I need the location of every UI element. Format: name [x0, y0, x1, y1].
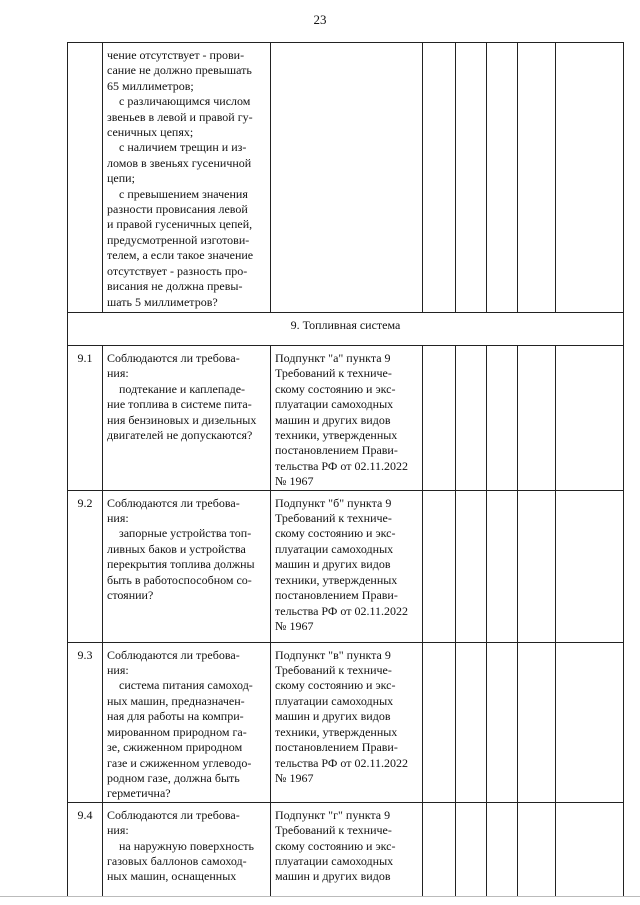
note-cell: [556, 43, 624, 313]
text-line: зе, сжиженном природном: [107, 740, 243, 755]
text-line: Соблюдаются ли требова-: [107, 495, 240, 510]
text-line: с превышением значения: [119, 186, 248, 201]
requirement-cell: [103, 802, 271, 896]
not-applicable-cell: [487, 490, 518, 642]
yes-cell: [423, 642, 456, 802]
text-line: Требований к техниче-: [275, 823, 392, 838]
item-number: 9.2: [68, 490, 103, 642]
reference-cell: [271, 346, 423, 491]
page-bottom-edge: [0, 896, 640, 897]
text-line: тельства РФ от 02.11.2022: [275, 603, 409, 618]
checklist-table: [67, 42, 624, 897]
text-line: Соблюдаются ли требова-: [107, 807, 240, 822]
text-line: Соблюдаются ли требова-: [107, 351, 240, 365]
text-line: скому состоянию и экс-: [275, 526, 396, 541]
text-line: сеничных цепях;: [107, 125, 194, 140]
text-line: двигателей не допускаются?: [107, 428, 253, 443]
text-line: постановлением Прави-: [275, 740, 398, 755]
extra-cell: [518, 43, 556, 313]
text-line: Подпункт "в" пункта 9: [275, 647, 391, 662]
text-line: Подпункт "а" пункта 9: [275, 351, 391, 365]
item-number: 9.3: [68, 642, 103, 802]
text-line: предусмотренной изготови-: [107, 232, 250, 247]
text-line: плуатации самоходных: [275, 693, 394, 708]
not-applicable-cell: [487, 43, 518, 313]
text-line: ных машин, предназначен-: [107, 693, 245, 708]
table-row: [68, 346, 624, 491]
text-line: цепи;: [107, 171, 135, 186]
text-line: машин и других видов: [275, 557, 391, 572]
text-line: постановлением Прави-: [275, 443, 398, 458]
text-line: скому состоянию и экс-: [275, 381, 396, 396]
text-line: родном газе, должна быть: [107, 770, 240, 785]
text-line: плуатации самоходных: [275, 853, 394, 868]
text-line: запорные устройства топ-: [119, 526, 252, 541]
text-line: тельства РФ от 02.11.2022: [275, 755, 409, 770]
text-line: скому состоянию и экс-: [275, 678, 396, 693]
yes-cell: [423, 490, 456, 642]
not-applicable-cell: [487, 802, 518, 896]
text-line: плуатации самоходных: [275, 397, 394, 412]
text-line: стоянии?: [107, 588, 154, 603]
text-line: с наличием трещин и из-: [119, 140, 247, 155]
text-line: ных машин, оснащенных: [107, 869, 237, 884]
text-line: техники, утвержденных: [275, 428, 398, 443]
text-line: газе и сжиженном углеводо-: [107, 755, 252, 770]
yes-cell: [423, 802, 456, 896]
text-line: скому состоянию и экс-: [275, 838, 396, 853]
text-line: газовых баллонов самоход-: [107, 853, 247, 868]
text-line: отсутствует - разность про-: [107, 263, 248, 278]
text-line: № 1967: [275, 474, 314, 489]
text-line: шать 5 миллиметров?: [107, 294, 218, 309]
text-line: Требований к техниче-: [275, 366, 392, 381]
text-line: ния:: [107, 823, 129, 838]
no-cell: [456, 346, 487, 491]
text-line: система питания самоход-: [119, 678, 253, 693]
table-row: [68, 43, 624, 313]
text-line: № 1967: [275, 770, 314, 785]
item-number: 9.4: [68, 802, 103, 896]
text-line: машин и других видов: [275, 412, 391, 427]
extra-cell: [518, 642, 556, 802]
extra-cell: [518, 490, 556, 642]
note-cell: [556, 346, 624, 491]
requirement-cell: [103, 490, 271, 642]
text-line: Подпункт "г" пункта 9: [275, 807, 391, 822]
table-row: [68, 490, 624, 642]
yes-cell: [423, 43, 456, 313]
text-line: ломов в звеньях гусеничной: [107, 155, 252, 170]
no-cell: [456, 490, 487, 642]
text-line: и правой гусеничных цепей,: [107, 217, 253, 232]
text-line: 65 миллиметров;: [107, 78, 194, 93]
note-cell: [556, 642, 624, 802]
section-title: 9. Топливная система: [68, 313, 624, 346]
text-line: чение отсутствует - прови-: [107, 48, 245, 62]
requirement-cell: [103, 346, 271, 491]
text-line: ния бензиновых и дизельных: [107, 412, 257, 427]
text-line: телем, а если такое значение: [107, 248, 254, 263]
text-line: Соблюдаются ли требова-: [107, 647, 240, 662]
text-line: герметична?: [107, 786, 171, 801]
text-line: ния:: [107, 511, 129, 526]
number-cell: [68, 43, 103, 313]
text-line: на наружную поверхность: [119, 838, 254, 853]
text-line: ния:: [107, 366, 129, 381]
text-line: тельства РФ от 02.11.2022: [275, 458, 409, 473]
text-line: № 1967: [275, 618, 314, 633]
note-cell: [556, 490, 624, 642]
reference-cell: [271, 490, 423, 642]
requirement-cell: [103, 43, 271, 313]
not-applicable-cell: [487, 346, 518, 491]
requirement-cell: [103, 642, 271, 802]
table-row: [68, 642, 624, 802]
text-line: висания не должна превы-: [107, 279, 243, 294]
text-line: подтекание и каплепаде-: [119, 381, 246, 396]
text-line: техники, утвержденных: [275, 572, 398, 587]
text-line: разности провисания левой: [107, 202, 248, 217]
section-row: [68, 313, 624, 346]
page-number: 23: [313, 12, 327, 27]
extra-cell: [518, 802, 556, 896]
text-line: Подпункт "б" пункта 9: [275, 495, 392, 510]
text-line: быть в работоспособном со-: [107, 572, 252, 587]
reference-cell: [271, 642, 423, 802]
text-line: Требований к техниче-: [275, 663, 392, 678]
extra-cell: [518, 346, 556, 491]
text-line: ная для работы на компри-: [107, 709, 244, 724]
text-line: ния:: [107, 663, 129, 678]
text-line: с различающимся числом: [119, 94, 251, 109]
text-line: постановлением Прави-: [275, 588, 398, 603]
not-applicable-cell: [487, 642, 518, 802]
item-number: 9.1: [68, 346, 103, 491]
reference-cell: [271, 802, 423, 896]
text-line: ние топлива в системе пита-: [107, 397, 252, 412]
text-line: перекрытия топлива должны: [107, 557, 255, 572]
text-line: Требований к техниче-: [275, 511, 392, 526]
text-line: машин и других видов: [275, 709, 391, 724]
yes-cell: [423, 346, 456, 491]
text-line: машин и других видов: [275, 869, 391, 884]
reference-cell: [271, 43, 423, 313]
no-cell: [456, 802, 487, 896]
text-line: сание не должно превышать: [107, 63, 252, 78]
no-cell: [456, 642, 487, 802]
text-line: мированном природном га-: [107, 724, 247, 739]
text-line: ливных баков и устройства: [107, 541, 246, 556]
text-line: звеньев в левой и правой гу-: [107, 109, 253, 124]
no-cell: [456, 43, 487, 313]
text-line: плуатации самоходных: [275, 541, 394, 556]
note-cell: [556, 802, 624, 896]
text-line: техники, утвержденных: [275, 724, 398, 739]
table-row: [68, 802, 624, 896]
